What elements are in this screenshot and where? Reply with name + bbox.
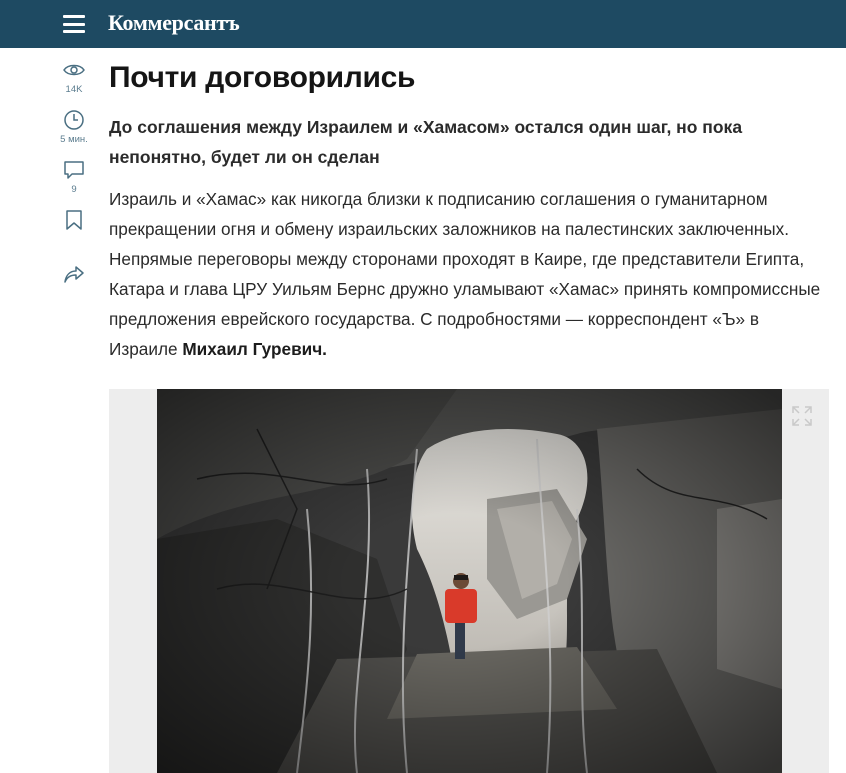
article-subtitle: До соглашения между Израилем и «Хамасом» остался один шаг, но пока непонятно, будет ли он сделан	[109, 117, 743, 167]
hamburger-menu-icon[interactable]	[63, 15, 85, 33]
read-time-text: 5 мин.	[60, 134, 88, 145]
comment-icon[interactable]	[62, 158, 86, 182]
share-icon[interactable]	[62, 262, 86, 286]
top-bar	[0, 0, 846, 48]
article-title: Почти договорились	[109, 61, 416, 94]
comments-link[interactable]	[62, 158, 86, 196]
author-link[interactable]: Михаил Гуревич.	[182, 339, 327, 359]
bookmark-button[interactable]	[62, 208, 86, 232]
site-logo[interactable]: Коммерсантъ	[108, 10, 240, 35]
article-lead	[109, 184, 829, 364]
fullscreen-expand-icon[interactable]	[791, 405, 813, 427]
article-photo[interactable]	[157, 389, 782, 773]
article-tools-sidebar	[56, 58, 92, 286]
share-button[interactable]	[62, 262, 86, 286]
article-photo-container	[109, 389, 829, 773]
read-time	[60, 108, 88, 146]
bookmark-icon[interactable]	[62, 208, 86, 232]
eye-icon	[62, 58, 86, 82]
comments-count[interactable]: 9	[71, 184, 77, 195]
lead-text: Израиль и «Хамас» как никогда близки к подписанию соглашения о гуманитарном прекращении огня и обмену израильских заложников на палестинских заключенных. Непрямые переговоры между сторонами проходят в Каире, где представители Египта, Катара и глава ЦРУ Уильям Бернс дружно уламывают «Хамас» принять компромиссные предложения еврейского государства. С подробностями — корреспондент «Ъ» в Израиле	[109, 189, 821, 359]
views-counter	[62, 58, 86, 96]
views-count: 14K	[65, 84, 83, 95]
clock-icon	[62, 108, 86, 132]
